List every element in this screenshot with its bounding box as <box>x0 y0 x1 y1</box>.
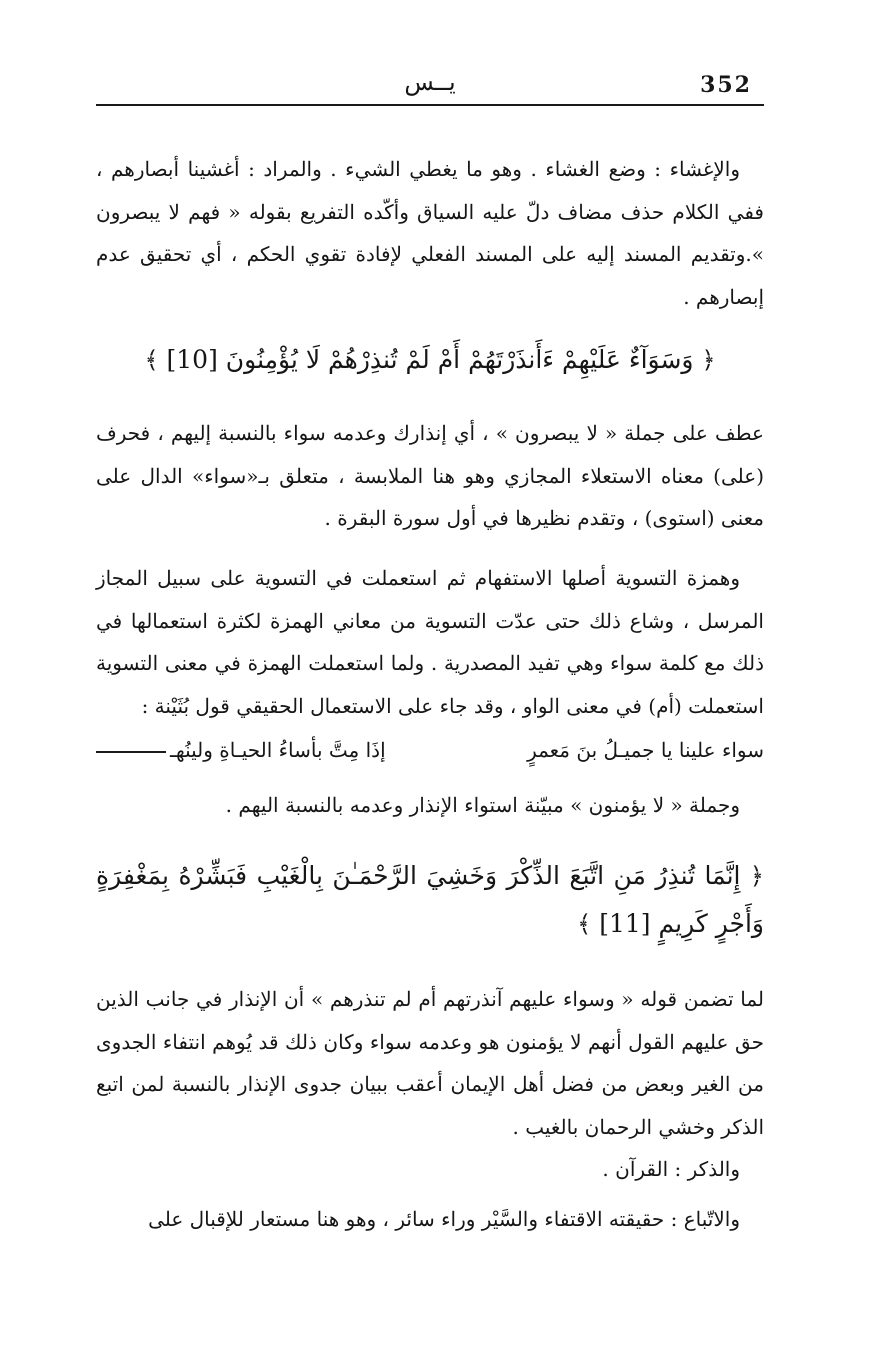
paragraph-ittiba: والاتّباع : حقيقته الاقتفاء والسَّيْر وراء سائر ، وهو هنا مستعار للإقبال على <box>148 1207 740 1231</box>
ornate-bracket-open: ﴿ <box>749 862 764 890</box>
surah-name-heading: يــس <box>404 68 456 96</box>
paragraph-lamma-tadamman: لما تضمن قوله « وسواء عليهم آنذرتهم أم لم تنذرهم » أن الإنذار في جانب الذين حق عليهم القول أنهم لا يؤمنون هو وعدمه سواء وكان ذلك قد يُوهم انتفاء الجدوى من الغير وبعض من فضل أهل الإيمان أعقب ببيان جدوى الإنذار بالنسبة لمن اتبع الذكر وخشي الرحمان بالغيب . <box>96 987 764 1139</box>
poem-hemistich-second: إذَا مِتَّ بأساءُ الحيـاةِ ولينُهـ <box>170 738 386 762</box>
poem-hemistich-first: سواء علينا يا جميـلُ بنَ مَعمرٍ <box>527 738 764 762</box>
verse-11-text: إِنَّمَا تُنذِرُ مَنِ اتَّبَعَ الذِّكْرَ وَخَشِيَ الرَّحْمَـٰنَ بِالْغَيْبِ فَبَشِّرْهُ بِمَغْفِرَةٍ وَأَجْرٍ كَرِيمٍ <box>96 861 764 938</box>
verse-10 <box>96 336 764 384</box>
page-number: 352 <box>700 72 752 98</box>
verse-11-number: [11] <box>599 909 651 938</box>
paragraph-hamzat-taswiya: وهمزة التسوية أصلها الاستفهام ثم استعملت في التسوية على سبيل المجاز المرسل ، وشاع ذلك حتى عدّت التسوية من معاني الهمزة لكثرة استعمالها في ذلك مع كلمة سواء وهي تفيد المصدرية . ولما استعملت الهمزة في معنى التسوية استعملت (أم) في معنى الواو ، وقد جاء على الاستعمال الحقيقي قول بُثَيْنة : <box>96 566 764 718</box>
paragraph-jumlat-la-yuminun: وجملة « لا يؤمنون » مبيّنة استواء الإنذار وعدمه بالنسبة اليهم . <box>225 793 740 817</box>
poem-hemistich-second-wrap <box>96 728 386 772</box>
header-divider <box>96 104 764 106</box>
verse-10-number: [10] <box>166 345 218 374</box>
paragraph-dhikr: والذكر : القرآن . <box>602 1157 740 1181</box>
poem-verse <box>96 728 764 772</box>
ornate-bracket-open: ﴿ <box>701 346 716 374</box>
kashida-stroke <box>96 751 166 753</box>
paragraph-ighsha: والإغشاء : وضع الغشاء . وهو ما يغطي الشيء . والمراد : أغشينا أبصارهم ، ففي الكلام حذف مضاف دلّ عليه السياق وأكّده التفريع بقوله « فهم لا يبصرون ».وتقديم المسند إليه على المسند الفعلي لإفادة تقوي الحكم ، أي تحقيق عدم إبصارهم . <box>96 157 764 309</box>
verse-10-text: وَسَوَآءٌ عَلَيْهِمْ ءَأَنذَرْتَهُمْ أَمْ لَمْ تُنذِرْهُمْ لَا يُؤْمِنُونَ <box>225 345 694 374</box>
page-header <box>96 66 764 102</box>
paragraph-atf: عطف على جملة « لا يبصرون » ، أي إنذارك وعدمه سواء بالنسبة إليهم ، فحرف (على) معناه الاستعلاء المجازي وهو هنا الملابسة ، متعلق بـ«سواء» الدال على معنى (استوى) ، وتقدم نظيرها في أول سورة البقرة . <box>96 421 764 530</box>
verse-11 <box>96 852 764 948</box>
ornate-bracket-close: ﴾ <box>577 910 592 938</box>
ornate-bracket-close: ﴾ <box>144 346 159 374</box>
